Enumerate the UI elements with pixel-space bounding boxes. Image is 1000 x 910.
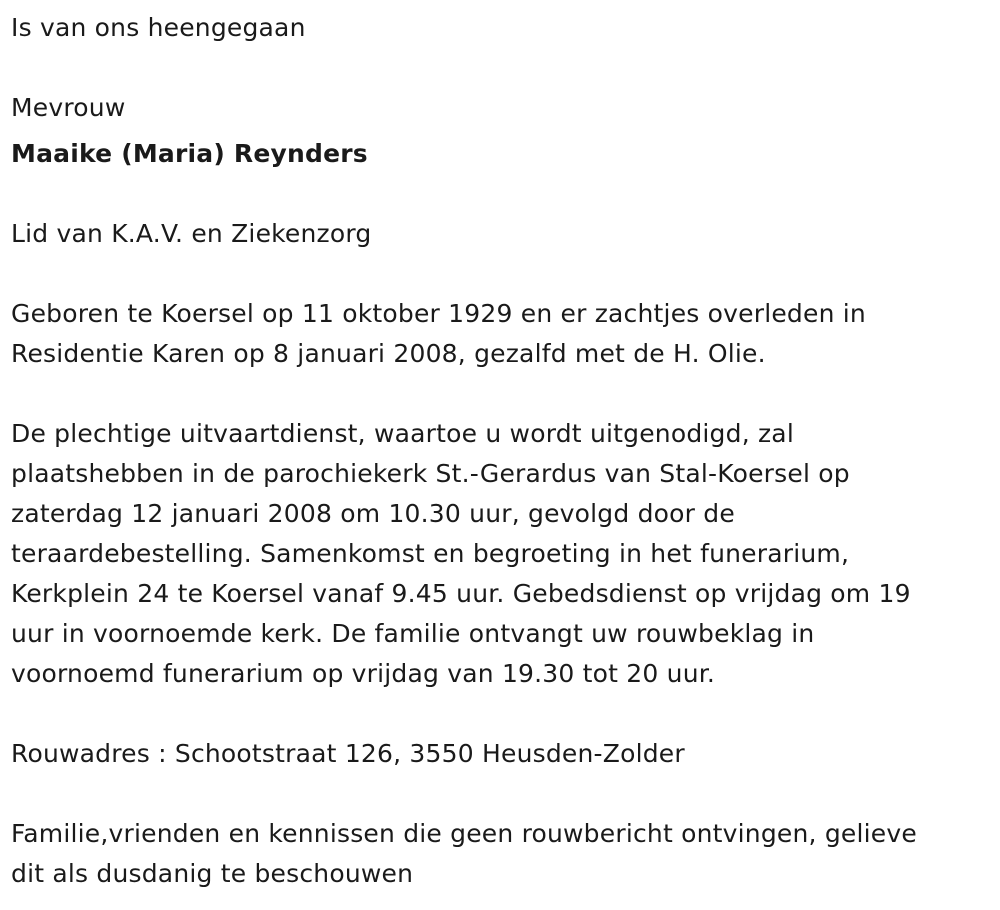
service-paragraph <box>11 414 1000 694</box>
membership-line: Lid van K.A.V. en Ziekenzorg <box>11 219 372 248</box>
closing-line: dit als dusdanig te beschouwen <box>11 859 414 888</box>
birth-line: Residentie Karen op 8 januari 2008, gezalfd met de H. Olie. <box>11 339 766 368</box>
service-line: teraardebestelling. Samenkomst en begroeting in het funerarium, <box>11 539 850 568</box>
service-line: uur in voornoemde kerk. De familie ontvangt uw rouwbeklag in <box>11 619 815 648</box>
intro-line: Is van ons heengegaan <box>11 13 306 42</box>
birth-line: Geboren te Koersel op 11 oktober 1929 en er zachtjes overleden in <box>11 299 866 328</box>
closing-paragraph <box>11 814 1000 894</box>
service-line: plaatshebben in de parochiekerk St.-Gerardus van Stal-Koersel op <box>11 459 850 488</box>
birth-paragraph <box>11 294 1000 374</box>
mourning-address: Rouwadres : Schootstraat 126, 3550 Heusden-Zolder <box>11 739 685 768</box>
service-line: voornoemd funerarium op vrijdag van 19.30 tot 20 uur. <box>11 659 716 688</box>
service-line: De plechtige uitvaartdienst, waartoe u wordt uitgenodigd, zal <box>11 419 794 448</box>
service-line: Kerkplein 24 te Koersel vanaf 9.45 uur. Gebedsdienst op vrijdag om 19 <box>11 579 911 608</box>
honorific: Mevrouw <box>11 93 126 122</box>
service-line: zaterdag 12 januari 2008 om 10.30 uur, gevolgd door de <box>11 499 735 528</box>
deceased-name: Maaike (Maria) Reynders <box>11 139 368 168</box>
closing-line: Familie,vrienden en kennissen die geen rouwbericht ontvingen, gelieve <box>11 819 917 848</box>
